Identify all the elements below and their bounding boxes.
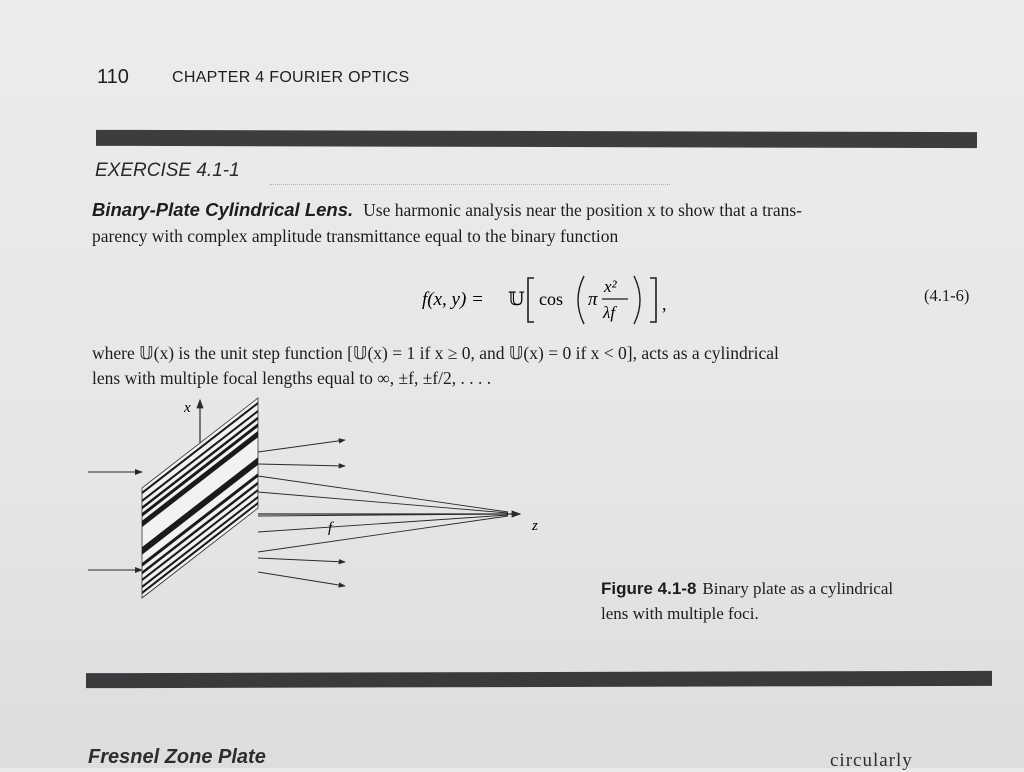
exercise-title: EXERCISE 4.1-1 <box>95 160 240 181</box>
page-header <box>97 66 697 96</box>
right-paren <box>634 276 640 324</box>
equation-comma: , <box>662 294 667 314</box>
fraction-numerator: x² <box>604 277 617 296</box>
diffracted-rays <box>258 440 508 586</box>
exercise-paragraph <box>92 197 992 249</box>
definition-line-2: lens with multiple focal lengths equal to ∞, ±f, ±f/2, . . . . <box>92 368 492 388</box>
exercise-lead: Binary-Plate Cylindrical Lens. <box>92 199 354 220</box>
unit-step-symbol: 𝕌 <box>508 288 525 310</box>
figure-caption <box>601 576 1001 626</box>
definition-line-1: where 𝕌(x) is the unit step function [𝕌(x) = 1 if x ≥ 0, and 𝕌(x) = 0 if x < 0], acts as a cylindrical <box>92 343 779 363</box>
caption-line-1 <box>601 576 1001 601</box>
exercise-text-1: Use harmonic analysis near the position x to show that a trans- <box>363 200 803 220</box>
equation-4-1-6 <box>422 262 722 332</box>
binary-plate-figure <box>80 392 560 602</box>
z-axis-label: z <box>532 518 538 534</box>
focal-length-label: f <box>328 520 333 536</box>
page-number: 110 <box>97 66 129 88</box>
equation-lhs: f(x, y) = <box>422 289 484 310</box>
next-section-title: Fresnel Zone Plate <box>88 746 266 768</box>
next-section-text-fragment: circularly <box>830 750 913 771</box>
right-bracket <box>650 278 656 322</box>
top-rule <box>96 130 977 148</box>
pi-symbol: π <box>588 289 598 310</box>
cos-operator: cos <box>539 289 563 309</box>
equation-number: (4.1-6) <box>924 286 970 305</box>
chapter-heading: CHAPTER 4 FOURIER OPTICS <box>172 69 410 86</box>
caption-line-2: lens with multiple foci. <box>601 604 759 623</box>
bottom-rule <box>86 671 992 688</box>
definition-paragraph <box>92 341 1002 391</box>
exercise-line-1 <box>92 197 992 223</box>
x-axis-label: x <box>184 400 191 416</box>
exercise-line-2: parency with complex amplitude transmittance equal to the binary function <box>92 226 619 246</box>
figure-label: Figure 4.1-8 <box>601 579 697 598</box>
fraction-denominator: λf <box>603 303 616 322</box>
caption-text-1: Binary plate as a cylindrical <box>702 579 894 598</box>
left-bracket <box>528 278 534 322</box>
left-paren <box>578 276 584 324</box>
dotted-divider <box>270 184 670 185</box>
